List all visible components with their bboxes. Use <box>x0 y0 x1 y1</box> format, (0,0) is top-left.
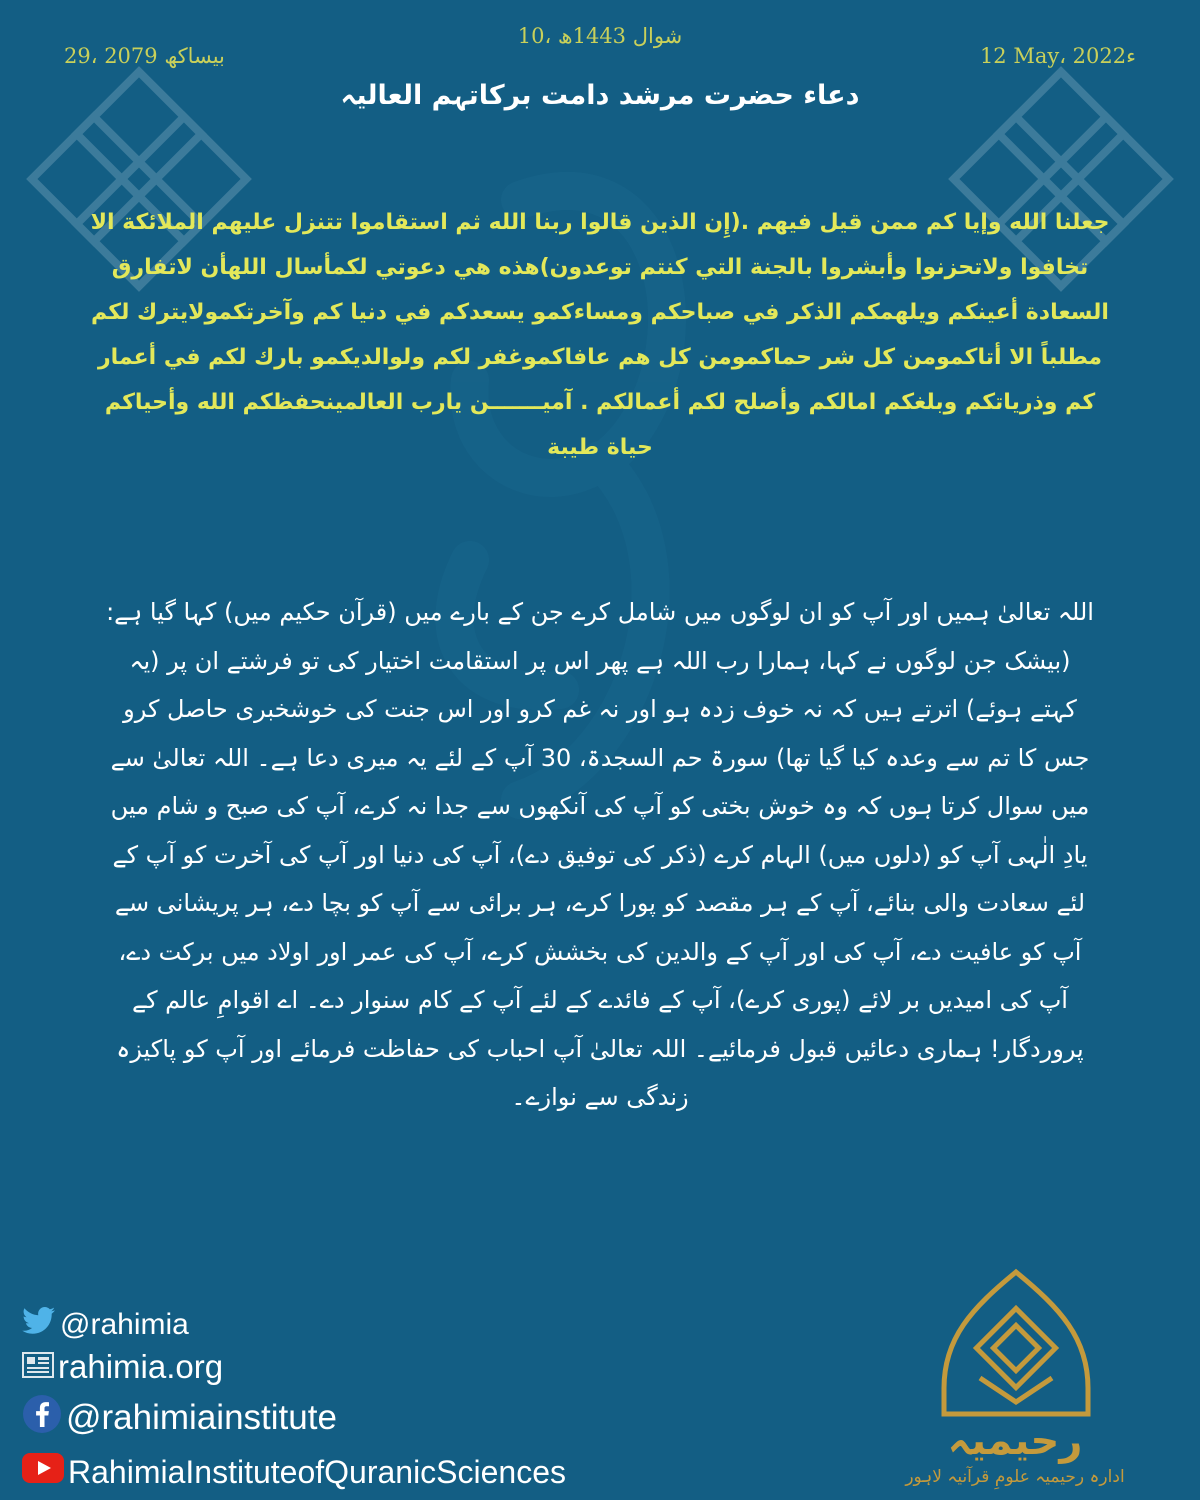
website-icon <box>22 1348 54 1386</box>
urdu-translation-text: اللہ تعالیٰ ہمیں اور آپ کو ان لوگوں میں شامل کرے جن کے بارے میں (قرآن حکیم میں) کہا گیا ہے: (بیشک جن لوگوں نے کہا، ہمارا رب اللہ ہے پھر اس پر استقامت اختیار کی تو فرشتے ان پر (یہ کہتے ہوئے) اترتے ہیں کہ نہ خوف زدہ ہو اور نہ غم کرو اور اس جنت کی خوشخبری حاصل کرو جس کا تم سے وعدہ کیا گیا تھا) سورۃ حم السجدۃ، 30 آپ کے لئے یہ میری دعا ہے۔ اللہ تعالیٰ سے میں سوال کرتا ہوں کہ وہ خوش بختی کو آپ کی آنکھوں سے جدا نہ کرے، آپ کی صبح و شام میں یادِ الٰہی آپ کو (دلوں میں) الہام کرے (ذکر کی توفیق دے)، آپ کی دنیا اور آپ کی آخرت کو آپ کے لئے سعادت والی بنائے، آپ کے ہر مقصد کو پورا کرے، ہر برائی سے آپ کو بچا دے، ہر پریشانی سے آپ کو عافیت دے، آپ کی اور آپ کے والدین کی بخشش کرے، آپ کی عمر اور اولاد میں برکت دے، آپ کی امیدیں بر لائے (پوری کرے)، آپ کے فائدے کے لئے آپ کے کام سنوار دے۔ اے اقوامِ عالم کے پروردگار! ہماری دعائیں قبول فرمائیے۔ اللہ تعالیٰ آپ احباب کی حفاظت فرمائے اور آپ کو پاکیزہ زندگی سے نوازے۔ <box>106 598 1094 1111</box>
website-link[interactable] <box>22 1345 566 1389</box>
twitter-icon <box>22 1307 56 1343</box>
youtube-icon <box>22 1453 64 1491</box>
facebook-handle: @rahimiainstitute <box>66 1398 337 1437</box>
twitter-link[interactable] <box>22 1305 566 1345</box>
website-url: rahimia.org <box>58 1348 224 1385</box>
bikrami-date: 29، بیساکھ 2079 <box>64 44 225 68</box>
page-title: دعاء حضرت مرشد دامت برکاتہم العالیہ <box>340 80 860 111</box>
twitter-handle: @rahimia <box>60 1308 189 1341</box>
logo-caption: رحیمیہ <box>947 1418 1083 1464</box>
logo-subcaption: ادارہ رحیمیہ علومِ قرآنیہ لاہور <box>905 1467 1125 1487</box>
youtube-link[interactable] <box>22 1447 566 1497</box>
facebook-link[interactable] <box>22 1389 566 1447</box>
arabic-prayer-text: جعلنا الله وإيا كم ممن قيل فيهم .(إِن الذين قالوا ربنا الله ثم استقاموا تتنزل عليهم الملائكة الا تخافوا ولاتحزنوا وأبشروا بالجنة التي كنتم توعدون)هذه هي دعوتي لكمأسال اللهأن لاتفارق السعادة أعينكم ويلهمكم الذكر في صباحكم ومساءكمو يسعدكم في دنيا كم وآخرتكمولايترك لكم مطلباً الا أتاكمومن كل شر حماكمومن كل هم عافاكموغفر لكم ولوالديكمو بارك لكم في أعمار كم وذرياتكم وبلغكم امالكم وأصلح لكم أعمالكم . آميـــــــن يارب العالمينحفظكم الله وأحياكم حياة طيبة <box>90 210 1110 460</box>
facebook-icon <box>22 1394 62 1443</box>
hijri-date: 10، شوال 1443ھ <box>517 24 683 48</box>
youtube-channel: RahimiaInstituteofQuranicSciences <box>68 1453 567 1490</box>
social-links <box>22 1305 566 1497</box>
gregorian-date: 12 May، 2022ء <box>979 44 1136 68</box>
